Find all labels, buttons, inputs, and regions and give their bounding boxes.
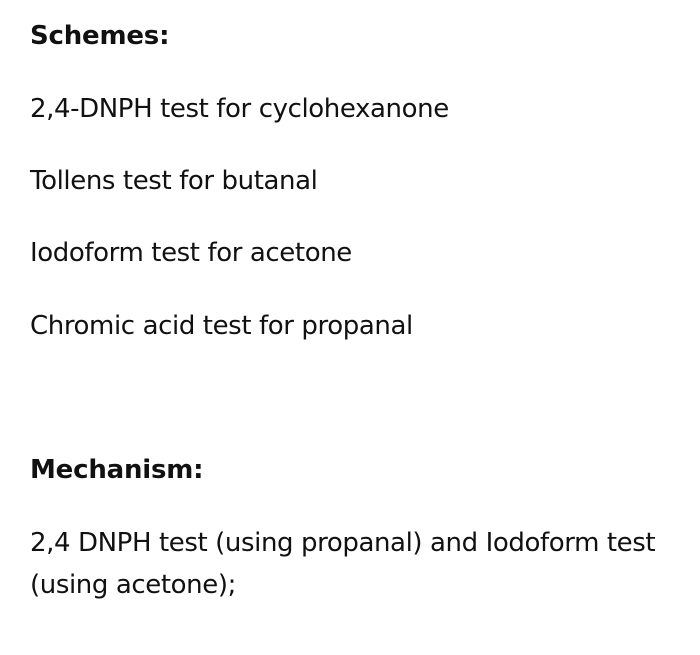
schemes-heading: Schemes: bbox=[30, 21, 170, 51]
scheme-item-iodoform: Iodoform test for acetone bbox=[30, 238, 352, 268]
scheme-item-dnph: 2,4-DNPH test for cyclohexanone bbox=[30, 94, 449, 124]
mechanism-heading: Mechanism: bbox=[30, 455, 204, 485]
scheme-item-chromic-acid: Chromic acid test for propanal bbox=[30, 311, 413, 341]
scheme-item-tollens: Tollens test for butanal bbox=[30, 166, 318, 196]
mechanism-text: 2,4 DNPH test (using propanal) and Iodoform test (using acetone); bbox=[30, 528, 656, 600]
